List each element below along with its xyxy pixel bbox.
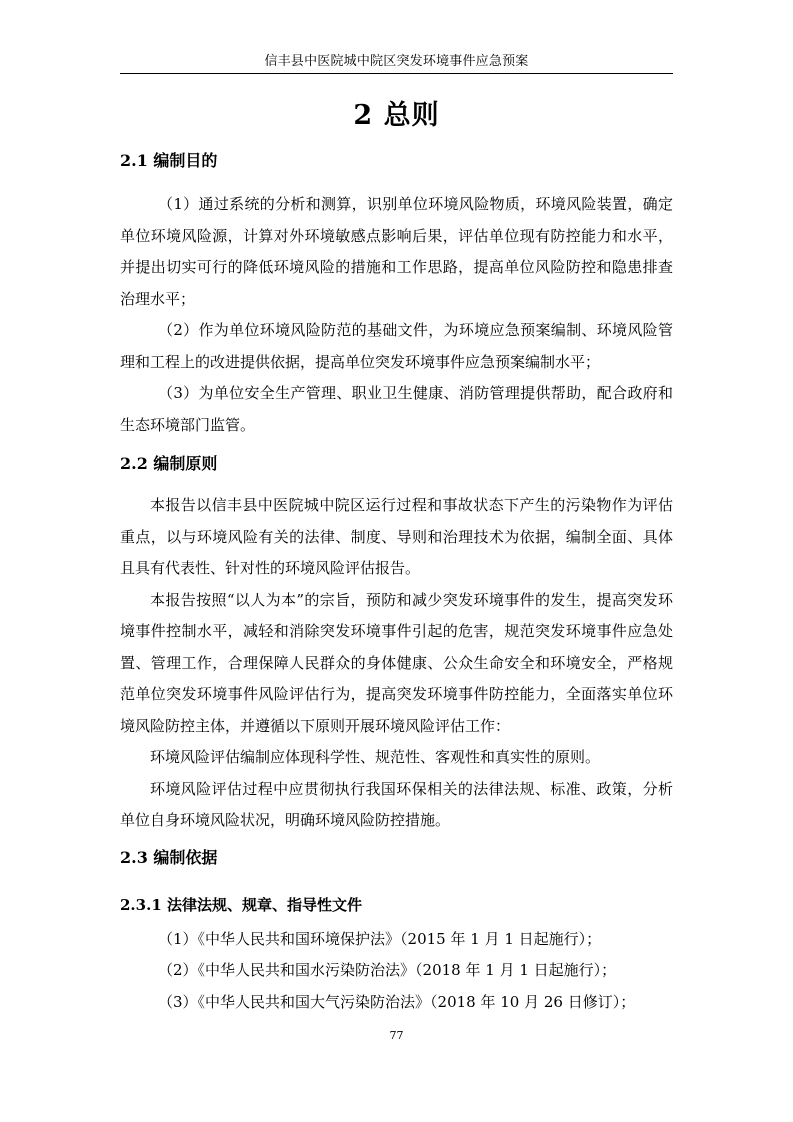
section-heading-2-2: 2.2 编制原则 (120, 454, 218, 473)
paragraph: 环境风险评估过程中应贯彻执行我国环保相关的法律法规、标准、政策，分析单位自身环境风险状况，明确环境风险防控措施。 (120, 779, 673, 829)
paragraph: 本报告以信丰县中医院城中院区运行过程和事故状态下产生的污染物作为评估重点，以与环境风险有关的法律、制度、导则和治理技术为依据，编制全面、具体且具有代表性、针对性的环境风险评估报告。 (120, 496, 673, 577)
paragraph: （1）通过系统的分析和测算，识别单位环境风险物质，环境风险装置，确定单位环境风险源，计算对外环境敏感点影响后果，评估单位现有防控能力和水平，并提出切实可行的降低环境风险的措施和工作思路，提高单位风险防控和隐患排查治理水平； (120, 195, 673, 308)
running-header: 信丰县中医院城中院区突发环境事件应急预案 (264, 54, 529, 69)
paragraph: （3）为单位安全生产管理、职业卫生健康、消防管理提供帮助，配合政府和生态环境部门监管。 (120, 384, 673, 434)
header-rule (120, 73, 673, 74)
list-item: （1）《中华人民共和国环境保护法》（2015 年 1 月 1 日起施行）； (158, 929, 602, 948)
section-heading-2-3: 2.3 编制依据 (120, 847, 218, 867)
paragraph: （2）作为单位环境风险防范的基础文件，为环境应急预案编制、环境风险管理和工程上的改进提供依据，提高单位突发环境事件应急预案编制水平； (120, 321, 673, 371)
page-number: 77 (389, 1029, 404, 1042)
chapter-title: 2 总则 (353, 100, 440, 131)
list-item: （3）《中华人民共和国大气污染防治法》（2018 年 10 月 26 日修订）； (158, 992, 636, 1011)
list-item: （2）《中华人民共和国水污染防治法》（2018 年 1 月 1 日起施行）； (158, 961, 617, 979)
paragraph: 本报告按照“以人为本”的宗旨，预防和减少突发环境事件的发生，提高突发环境事件控制水平，减轻和消除突发环境事件引起的危害，规范突发环境事件应急处置、管理工作，合理保障人民群众的身体健康、公众生命安全和环境安全，严格规范单位突发环境事件风险评估行为，提高突发环境事件防控能力，全面落实单位环境风险防控主体，并遵循以下原则开展环境风险评估工作： (120, 590, 673, 735)
paragraph: 环境风险评估编制应体现科学性、规范性、客观性和真实性的原则。 (150, 748, 601, 766)
page-content (120, 92, 673, 1018)
sub-heading-2-3-1: 2.3.1 法律法规、规章、指导性文件 (120, 895, 362, 914)
section-heading-2-1: 2.1 编制目的 (120, 151, 218, 170)
